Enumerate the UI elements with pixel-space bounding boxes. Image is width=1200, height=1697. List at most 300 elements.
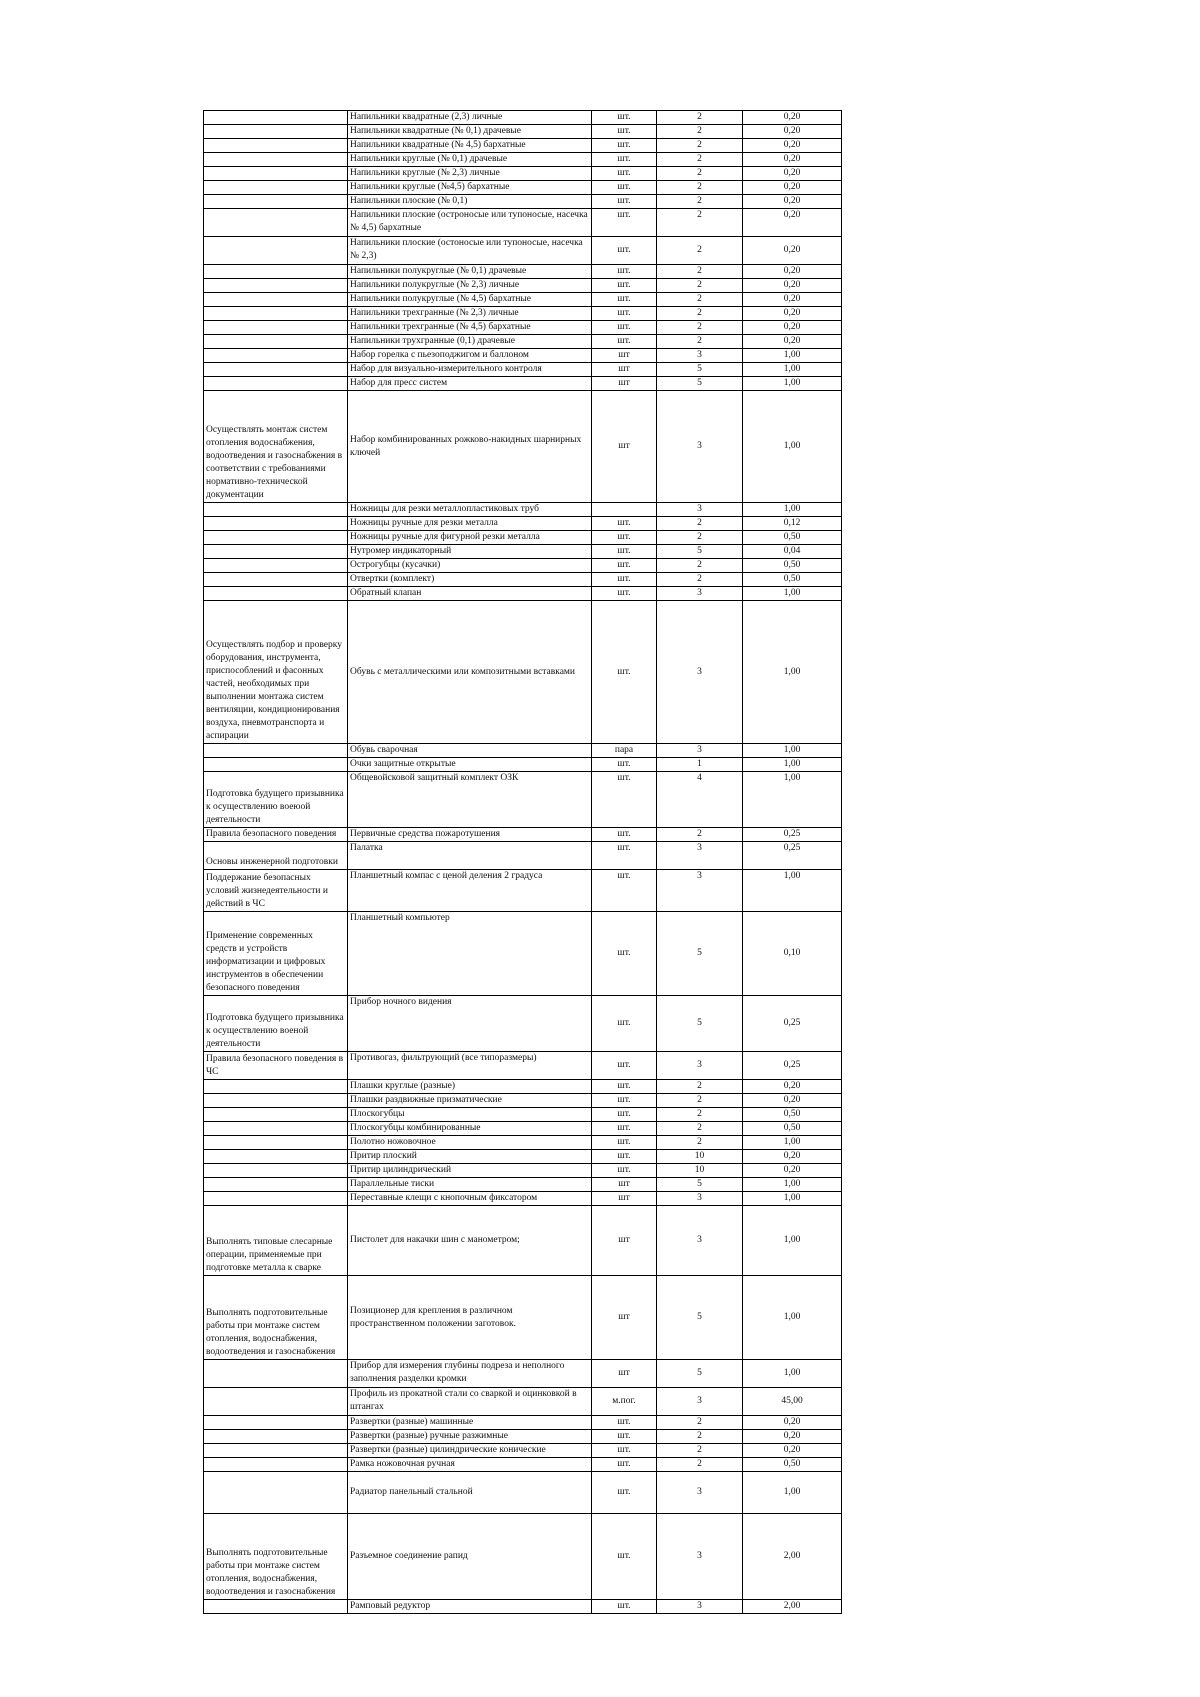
- section-cell: [204, 195, 348, 209]
- ratio-cell: 0,20: [743, 167, 842, 181]
- table-row: [204, 517, 842, 531]
- item-name-cell: Палатка: [348, 842, 592, 870]
- ratio-cell: 0,20: [743, 111, 842, 125]
- table-row: [204, 335, 842, 349]
- section-cell: [204, 237, 348, 265]
- section-cell: [204, 1388, 348, 1416]
- item-name-cell: Ножницы ручные для резки металла: [348, 517, 592, 531]
- item-name-cell: Пистолет для накачки шин с манометром;: [348, 1206, 592, 1276]
- item-name-cell: Напильники круглые (№4,5) бархатные: [348, 181, 592, 195]
- quantity-cell: 2: [657, 125, 743, 139]
- item-name-cell: Обратный клапан: [348, 587, 592, 601]
- item-name-cell: Переставные клещи с кнопочным фиксатором: [348, 1192, 592, 1206]
- item-name-cell: Профиль из прокатной стали со сваркой и оцинковкой в штангах: [348, 1388, 592, 1416]
- item-name-cell: Набор для визуально-измерительного контроля: [348, 363, 592, 377]
- table-row: [204, 1430, 842, 1444]
- section-cell: Выполнять типовые слесарные операции, применяемые при подготовке металла к сварке: [204, 1206, 348, 1276]
- quantity-cell: 1: [657, 758, 743, 772]
- unit-cell: шт.: [592, 153, 657, 167]
- unit-cell: шт.: [592, 996, 657, 1052]
- unit-cell: шт.: [592, 1472, 657, 1514]
- unit-cell: шт.: [592, 279, 657, 293]
- ratio-cell: 0,50: [743, 1122, 842, 1136]
- equipment-table: [203, 110, 842, 1614]
- quantity-cell: 2: [657, 517, 743, 531]
- section-cell: [204, 363, 348, 377]
- table-row: [204, 573, 842, 587]
- quantity-cell: 5: [657, 363, 743, 377]
- ratio-cell: 0,20: [743, 139, 842, 153]
- ratio-cell: 0,25: [743, 828, 842, 842]
- unit-cell: шт.: [592, 265, 657, 279]
- quantity-cell: 3: [657, 744, 743, 758]
- ratio-cell: 1,00: [743, 601, 842, 744]
- item-name-cell: Очки защитные открытые: [348, 758, 592, 772]
- ratio-cell: 1,00: [743, 1136, 842, 1150]
- quantity-cell: 2: [657, 195, 743, 209]
- ratio-cell: 1,00: [743, 744, 842, 758]
- quantity-cell: 3: [657, 1206, 743, 1276]
- section-cell: [204, 1122, 348, 1136]
- item-name-cell: Напильники трехгранные (№ 4,5) бархатные: [348, 321, 592, 335]
- section-cell: Правила безопасного поведения: [204, 828, 348, 842]
- ratio-cell: 0,50: [743, 1108, 842, 1122]
- ratio-cell: 0,25: [743, 842, 842, 870]
- table-row: [204, 587, 842, 601]
- unit-cell: шт.: [592, 1444, 657, 1458]
- table-row: [204, 1080, 842, 1094]
- item-name-cell: Острогубцы (кусачки): [348, 559, 592, 573]
- table-row: [204, 1444, 842, 1458]
- quantity-cell: 2: [657, 1080, 743, 1094]
- table-row: [204, 377, 842, 391]
- quantity-cell: 2: [657, 1094, 743, 1108]
- unit-cell: шт.: [592, 842, 657, 870]
- quantity-cell: 2: [657, 1444, 743, 1458]
- table-row: [204, 601, 842, 744]
- section-cell: [204, 167, 348, 181]
- unit-cell: шт.: [592, 1458, 657, 1472]
- quantity-cell: 3: [657, 1472, 743, 1514]
- ratio-cell: 0,20: [743, 195, 842, 209]
- section-cell: [204, 573, 348, 587]
- unit-cell: шт.: [592, 1416, 657, 1430]
- section-cell: [204, 1416, 348, 1430]
- unit-cell: шт.: [592, 125, 657, 139]
- unit-cell: шт.: [592, 587, 657, 601]
- quantity-cell: 2: [657, 237, 743, 265]
- item-name-cell: Общевойсковой защитный комплект ОЗК: [348, 772, 592, 828]
- unit-cell: шт.: [592, 209, 657, 237]
- section-cell: [204, 517, 348, 531]
- ratio-cell: 0,20: [743, 265, 842, 279]
- item-name-cell: Напильники круглые (№ 2,3) личные: [348, 167, 592, 181]
- unit-cell: шт.: [592, 1430, 657, 1444]
- section-cell: Применение современных средств и устройств информатизации и цифровых инструментов в обеспечении безопасного поведения: [204, 912, 348, 996]
- quantity-cell: 2: [657, 1458, 743, 1472]
- section-cell: [204, 1430, 348, 1444]
- unit-cell: шт.: [592, 545, 657, 559]
- ratio-cell: 0,20: [743, 1164, 842, 1178]
- table-row: [204, 307, 842, 321]
- unit-cell: шт.: [592, 1136, 657, 1150]
- quantity-cell: 3: [657, 1192, 743, 1206]
- ratio-cell: 0,20: [743, 1444, 842, 1458]
- item-name-cell: Напильники круглые (№ 0,1) драчевые: [348, 153, 592, 167]
- ratio-cell: 0,50: [743, 573, 842, 587]
- section-cell: [204, 377, 348, 391]
- section-cell: [204, 1192, 348, 1206]
- quantity-cell: 2: [657, 181, 743, 195]
- section-cell: [204, 503, 348, 517]
- table-row: [204, 279, 842, 293]
- table-row: [204, 153, 842, 167]
- unit-cell: шт.: [592, 1122, 657, 1136]
- item-name-cell: Отвертки (комплект): [348, 573, 592, 587]
- item-name-cell: Нутромер индикаторный: [348, 545, 592, 559]
- item-name-cell: Планшетный компьютер: [348, 912, 592, 996]
- quantity-cell: 5: [657, 1360, 743, 1388]
- section-cell: [204, 1458, 348, 1472]
- table-row: [204, 559, 842, 573]
- quantity-cell: 2: [657, 293, 743, 307]
- item-name-cell: Радиатор панельный стальной: [348, 1472, 592, 1514]
- quantity-cell: 3: [657, 349, 743, 363]
- table-row: [204, 1150, 842, 1164]
- item-name-cell: Напильники трухгранные (0,1) драчевые: [348, 335, 592, 349]
- section-cell: [204, 559, 348, 573]
- unit-cell: пара: [592, 744, 657, 758]
- table-row: [204, 870, 842, 912]
- quantity-cell: 2: [657, 335, 743, 349]
- table-row: [204, 321, 842, 335]
- quantity-cell: 2: [657, 167, 743, 181]
- table-row: [204, 391, 842, 503]
- unit-cell: шт.: [592, 181, 657, 195]
- quantity-cell: 3: [657, 842, 743, 870]
- unit-cell: шт.: [592, 237, 657, 265]
- section-cell: [204, 307, 348, 321]
- ratio-cell: 1,00: [743, 1276, 842, 1360]
- unit-cell: шт.: [592, 321, 657, 335]
- quantity-cell: 2: [657, 531, 743, 545]
- table-row: [204, 545, 842, 559]
- ratio-cell: 0,50: [743, 559, 842, 573]
- ratio-cell: 0,20: [743, 1430, 842, 1444]
- ratio-cell: 0,20: [743, 1080, 842, 1094]
- unit-cell: шт.: [592, 870, 657, 912]
- ratio-cell: 0,10: [743, 912, 842, 996]
- section-cell: Выполнять подготовительные работы при монтаже систем отопления, водоснабжения, водоотведения и газоснабжения: [204, 1276, 348, 1360]
- quantity-cell: 2: [657, 321, 743, 335]
- unit-cell: шт: [592, 1360, 657, 1388]
- table-row: [204, 139, 842, 153]
- quantity-cell: 2: [657, 279, 743, 293]
- item-name-cell: Ножницы ручные для фигурной резки металла: [348, 531, 592, 545]
- item-name-cell: Плашки раздвижные призматические: [348, 1094, 592, 1108]
- section-cell: [204, 111, 348, 125]
- item-name-cell: Прибор для измерения глубины подреза и неполного заполнения разделки кромки: [348, 1360, 592, 1388]
- unit-cell: шт.: [592, 531, 657, 545]
- table-row: [204, 1514, 842, 1600]
- item-name-cell: Первичные средства пожаротушения: [348, 828, 592, 842]
- section-cell: [204, 1164, 348, 1178]
- section-cell: [204, 587, 348, 601]
- ratio-cell: 1,00: [743, 870, 842, 912]
- section-cell: [204, 758, 348, 772]
- table-row: [204, 265, 842, 279]
- section-cell: Правила безопасного поведения в ЧС: [204, 1052, 348, 1080]
- ratio-cell: 1,00: [743, 587, 842, 601]
- table-row: [204, 1108, 842, 1122]
- section-cell: Подготовка будущего призывника к осуществлению воеюой деятельности: [204, 772, 348, 828]
- item-name-cell: Параллельные тиски: [348, 1178, 592, 1192]
- section-cell: [204, 125, 348, 139]
- ratio-cell: 0,50: [743, 1458, 842, 1472]
- item-name-cell: Обувь сварочная: [348, 744, 592, 758]
- unit-cell: шт: [592, 1276, 657, 1360]
- unit-cell: шт.: [592, 139, 657, 153]
- unit-cell: шт.: [592, 1080, 657, 1094]
- table-row: [204, 758, 842, 772]
- unit-cell: [592, 503, 657, 517]
- quantity-cell: 2: [657, 153, 743, 167]
- ratio-cell: 1,00: [743, 1192, 842, 1206]
- unit-cell: шт.: [592, 307, 657, 321]
- quantity-cell: 2: [657, 1108, 743, 1122]
- quantity-cell: 2: [657, 559, 743, 573]
- ratio-cell: 1,00: [743, 1178, 842, 1192]
- item-name-cell: Набор для пресс систем: [348, 377, 592, 391]
- section-cell: [204, 1108, 348, 1122]
- table-row: [204, 237, 842, 265]
- table-row: [204, 1052, 842, 1080]
- ratio-cell: 0,20: [743, 153, 842, 167]
- ratio-cell: 0,20: [743, 307, 842, 321]
- ratio-cell: 1,00: [743, 391, 842, 503]
- item-name-cell: Напильники полукруглые (№ 0,1) драчевые: [348, 265, 592, 279]
- ratio-cell: 0,20: [743, 237, 842, 265]
- table-row: [204, 125, 842, 139]
- ratio-cell: 0,50: [743, 531, 842, 545]
- unit-cell: шт.: [592, 1052, 657, 1080]
- table-row: [204, 195, 842, 209]
- section-cell: [204, 1080, 348, 1094]
- quantity-cell: 2: [657, 1430, 743, 1444]
- quantity-cell: 5: [657, 377, 743, 391]
- unit-cell: шт.: [592, 1108, 657, 1122]
- unit-cell: шт.: [592, 772, 657, 828]
- table-row: [204, 1164, 842, 1178]
- quantity-cell: 2: [657, 209, 743, 237]
- table-row: [204, 772, 842, 828]
- unit-cell: шт.: [592, 195, 657, 209]
- ratio-cell: 1,00: [743, 503, 842, 517]
- quantity-cell: 3: [657, 1600, 743, 1614]
- section-cell: [204, 1444, 348, 1458]
- table-row: [204, 209, 842, 237]
- quantity-cell: 3: [657, 503, 743, 517]
- quantity-cell: 5: [657, 996, 743, 1052]
- section-cell: [204, 335, 348, 349]
- item-name-cell: Плоскогубцы: [348, 1108, 592, 1122]
- ratio-cell: 0,04: [743, 545, 842, 559]
- quantity-cell: 3: [657, 587, 743, 601]
- table-row: [204, 828, 842, 842]
- ratio-cell: 45,00: [743, 1388, 842, 1416]
- ratio-cell: 1,00: [743, 772, 842, 828]
- item-name-cell: Развертки (разные) цилиндрические конические: [348, 1444, 592, 1458]
- section-cell: [204, 321, 348, 335]
- table-row: [204, 363, 842, 377]
- quantity-cell: 5: [657, 912, 743, 996]
- section-cell: Основы инженерной подготовки: [204, 842, 348, 870]
- quantity-cell: 3: [657, 601, 743, 744]
- ratio-cell: 1,00: [743, 1206, 842, 1276]
- table-row: [204, 167, 842, 181]
- section-cell: [204, 153, 348, 167]
- item-name-cell: Ножницы для резки металлопластиковых труб: [348, 503, 592, 517]
- table-row: [204, 1122, 842, 1136]
- table-row: [204, 912, 842, 996]
- section-cell: [204, 1094, 348, 1108]
- unit-cell: шт: [592, 1178, 657, 1192]
- unit-cell: шт.: [592, 1094, 657, 1108]
- unit-cell: шт.: [592, 517, 657, 531]
- ratio-cell: 0,25: [743, 996, 842, 1052]
- section-cell: [204, 744, 348, 758]
- section-cell: [204, 265, 348, 279]
- table-row: [204, 842, 842, 870]
- item-name-cell: Напильники квадратные (№ 0,1) драчевые: [348, 125, 592, 139]
- table-row: [204, 1458, 842, 1472]
- ratio-cell: 0,25: [743, 1052, 842, 1080]
- ratio-cell: 2,00: [743, 1600, 842, 1614]
- unit-cell: шт.: [592, 293, 657, 307]
- table-row: [204, 1206, 842, 1276]
- table-row: [204, 1360, 842, 1388]
- table-row: [204, 744, 842, 758]
- section-cell: [204, 531, 348, 545]
- item-name-cell: Напильники плоские (№ 0,1): [348, 195, 592, 209]
- quantity-cell: 10: [657, 1164, 743, 1178]
- unit-cell: шт.: [592, 601, 657, 744]
- section-cell: [204, 1472, 348, 1514]
- unit-cell: шт: [592, 363, 657, 377]
- item-name-cell: Набор горелка с пьезоподжигом и баллоном: [348, 349, 592, 363]
- ratio-cell: 1,00: [743, 1472, 842, 1514]
- section-cell: Поддержание безопасных условий жизнедеятельности и действий в ЧС: [204, 870, 348, 912]
- quantity-cell: 2: [657, 265, 743, 279]
- item-name-cell: Напильники квадратные (№ 4,5) бархатные: [348, 139, 592, 153]
- quantity-cell: 2: [657, 1136, 743, 1150]
- section-cell: Выполнять подготовительные работы при монтаже систем отопления, водоснабжения, водоотведения и газоснабжения: [204, 1514, 348, 1600]
- unit-cell: шт.: [592, 559, 657, 573]
- ratio-cell: 0,20: [743, 293, 842, 307]
- unit-cell: шт.: [592, 1150, 657, 1164]
- item-name-cell: Напильники трехгранные (№ 2,3) личные: [348, 307, 592, 321]
- section-cell: [204, 1360, 348, 1388]
- quantity-cell: 3: [657, 391, 743, 503]
- table-row: [204, 1276, 842, 1360]
- section-cell: [204, 1136, 348, 1150]
- item-name-cell: Развертки (разные) машинные: [348, 1416, 592, 1430]
- item-name-cell: Противогаз, фильтрующий (все типоразмеры): [348, 1052, 592, 1080]
- table-row: [204, 181, 842, 195]
- unit-cell: шт: [592, 1192, 657, 1206]
- unit-cell: шт.: [592, 828, 657, 842]
- quantity-cell: 3: [657, 1052, 743, 1080]
- section-cell: [204, 1178, 348, 1192]
- section-cell: Подготовка будущего призывника к осуществлению военой деятельности: [204, 996, 348, 1052]
- quantity-cell: 4: [657, 772, 743, 828]
- quantity-cell: 2: [657, 139, 743, 153]
- ratio-cell: 0,20: [743, 209, 842, 237]
- item-name-cell: Плоскогубцы комбинированные: [348, 1122, 592, 1136]
- table-row: [204, 1600, 842, 1614]
- ratio-cell: 1,00: [743, 1360, 842, 1388]
- item-name-cell: Набор комбинированных рожково-накидных шарнирных ключей: [348, 391, 592, 503]
- unit-cell: шт.: [592, 912, 657, 996]
- quantity-cell: 10: [657, 1150, 743, 1164]
- section-cell: [204, 293, 348, 307]
- quantity-cell: 5: [657, 1276, 743, 1360]
- quantity-cell: 5: [657, 1178, 743, 1192]
- item-name-cell: Позиционер для крепления в различном пространственном положении заготовок.: [348, 1276, 592, 1360]
- ratio-cell: 0,20: [743, 1150, 842, 1164]
- quantity-cell: 2: [657, 828, 743, 842]
- quantity-cell: 3: [657, 870, 743, 912]
- ratio-cell: 0,20: [743, 1094, 842, 1108]
- quantity-cell: 2: [657, 111, 743, 125]
- section-cell: [204, 349, 348, 363]
- table-row: [204, 1094, 842, 1108]
- item-name-cell: Прибор ночного видения: [348, 996, 592, 1052]
- table-row: [204, 1192, 842, 1206]
- unit-cell: шт.: [592, 1514, 657, 1600]
- ratio-cell: 0,20: [743, 335, 842, 349]
- item-name-cell: Рамка ножовочная ручная: [348, 1458, 592, 1472]
- ratio-cell: 2,00: [743, 1514, 842, 1600]
- section-cell: Осуществлять подбор и проверку оборудования, инструмента, приспособлений и фасонных частей, необходимых при выполнении монтажа систем вентиляции, кондиционирования воздуха, пневмотранспорта и аспирации: [204, 601, 348, 744]
- unit-cell: шт.: [592, 758, 657, 772]
- quantity-cell: 2: [657, 307, 743, 321]
- quantity-cell: 2: [657, 1122, 743, 1136]
- quantity-cell: 5: [657, 545, 743, 559]
- item-name-cell: Напильники полукруглые (№ 4,5) бархатные: [348, 293, 592, 307]
- section-cell: [204, 279, 348, 293]
- section-cell: [204, 1600, 348, 1614]
- item-name-cell: Разъемное соединение рапид: [348, 1514, 592, 1600]
- unit-cell: шт.: [592, 1164, 657, 1178]
- item-name-cell: Плашки круглые (разные): [348, 1080, 592, 1094]
- ratio-cell: 0,12: [743, 517, 842, 531]
- ratio-cell: 1,00: [743, 377, 842, 391]
- item-name-cell: Напильники полукруглые (№ 2,3) личные: [348, 279, 592, 293]
- item-name-cell: Рамповый редуктор: [348, 1600, 592, 1614]
- item-name-cell: Напильники плоские (остоносые или тупоносые, насечка № 2,3): [348, 237, 592, 265]
- quantity-cell: 3: [657, 1514, 743, 1600]
- ratio-cell: 0,20: [743, 125, 842, 139]
- table-row: [204, 503, 842, 517]
- ratio-cell: 0,20: [743, 181, 842, 195]
- ratio-cell: 1,00: [743, 758, 842, 772]
- table-row: [204, 1416, 842, 1430]
- quantity-cell: 3: [657, 1388, 743, 1416]
- ratio-cell: 1,00: [743, 363, 842, 377]
- table-row: [204, 996, 842, 1052]
- section-cell: [204, 209, 348, 237]
